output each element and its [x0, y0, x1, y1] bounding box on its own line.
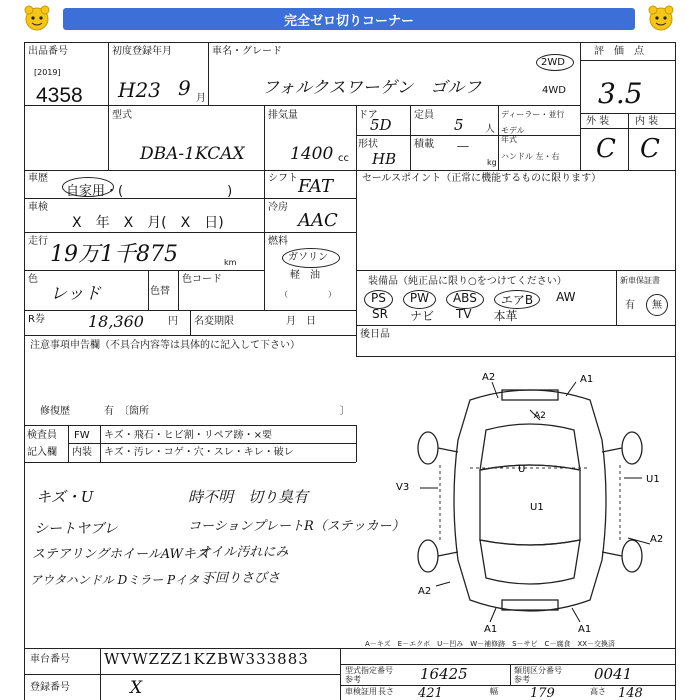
mileage-value: 19万1千875 — [50, 242, 178, 267]
recycle-unit: 円 — [168, 316, 178, 327]
type-spec-label: 型式指定番号 — [345, 666, 393, 675]
fuel-diesel: 軽 油 — [290, 270, 320, 281]
door-value: 5D — [370, 116, 392, 134]
car-damage-diagram — [380, 360, 676, 640]
score-label: 評 価 点 — [594, 46, 644, 57]
equip-leather: 本革 — [493, 309, 518, 323]
length-label: 長さ — [378, 687, 394, 696]
equip-abs: ABS — [446, 290, 484, 309]
note-right-3: オイル汚れにみ — [198, 545, 289, 560]
name-value: フォルクスワーゲン ゴルフ — [262, 78, 482, 98]
inspector-row2: キズ・汚レ・コゲ・穴・スレ・キレ・破レ — [104, 447, 294, 458]
note-left-4: アウタハンドル Dミラー Pイタミ — [30, 573, 212, 587]
ac-label: 冷房 — [268, 202, 288, 213]
inspection-label: 車検 — [28, 202, 48, 213]
width-value: 179 — [530, 686, 555, 700]
category-value: 0041 — [594, 665, 633, 683]
shape-value: HB — [372, 150, 397, 168]
equipment-row2 — [372, 307, 518, 324]
lot-label: 出品番号 — [28, 46, 68, 57]
reg-label: 初度登録年月 — [112, 46, 172, 57]
diag-mark-a1-br: A1 — [578, 624, 592, 635]
history-label: 車歴 — [28, 173, 48, 184]
mileage-unit: km — [224, 258, 237, 267]
length-value: 421 — [418, 686, 443, 700]
handle-label: ハンドル 左・右 — [501, 152, 560, 161]
fuel-gas: ガソリン — [288, 252, 328, 263]
warranty-label: 新車保証書 — [620, 276, 660, 285]
color-label: 色 — [28, 274, 38, 285]
diag-mark-v3: V3 — [396, 482, 410, 493]
disp-value: 1400 — [290, 144, 334, 164]
note-left-1: キズ・U — [36, 488, 94, 506]
shift-label: シフト — [268, 173, 298, 184]
mileage-label: 走行 — [28, 236, 48, 247]
cap-label: 定員 — [414, 110, 434, 121]
inspector-label-1: 検査員 — [27, 430, 57, 441]
color-value: レッド — [50, 284, 101, 304]
warranty-yes: 有 — [625, 300, 635, 311]
damage-legend: A－キズ E－エクボ U－凹み W－補修跡 S－サビ C－腐食 XX－交換済 — [365, 640, 616, 648]
drive-2wd: 2WD — [541, 57, 565, 68]
diag-mark-u1-right: U1 — [646, 474, 660, 485]
model-year-label: モデル年式 — [501, 126, 525, 144]
diag-mark-a2-hood: A2 — [534, 411, 546, 421]
equipment-label: 装備品（純正品に限り○をつけてください） — [368, 276, 567, 287]
color-code-label: 色コード — [182, 274, 222, 285]
fuel-label: 燃料 — [268, 236, 288, 247]
category-ref: 参考 — [514, 675, 530, 684]
note-right-2: コーションプレートR（ステッカー） — [188, 519, 405, 534]
height-value: 148 — [618, 686, 643, 700]
name-label: 車名・グレード — [212, 46, 282, 57]
inspector-label-2: 記入欄 — [27, 447, 57, 458]
equip-airbag: エアB — [494, 290, 540, 309]
inspection-value: X 年 X 月( X 日) — [72, 215, 224, 231]
note-right-4: 下回りさびさ — [202, 571, 281, 586]
diag-mark-a2-left: A2 — [418, 586, 432, 597]
load-value: － — [454, 138, 470, 156]
month-unit: 月 — [196, 93, 206, 104]
int-value: C — [640, 134, 660, 164]
load-label: 積載 — [414, 139, 434, 150]
diag-mark-a1-top: A1 — [580, 374, 594, 385]
category-label: 類別区分番号 — [514, 666, 562, 675]
equip-ps: PS — [364, 290, 393, 309]
reg-number-label: 登録番号 — [30, 682, 70, 693]
drive-4wd: 4WD — [542, 85, 566, 96]
notes-label: 注意事項申告欄（不具合内容等は具体的に記入して下さい） — [30, 340, 300, 351]
model-value: DBA-1KCAX — [140, 144, 245, 164]
height-label: 高さ — [590, 687, 606, 696]
inspector-row1: キズ・飛石・ヒビ割・リペア跡・×要 — [104, 430, 272, 441]
selling-points-label: セールスポイント（正常に機能するものに限ります） — [362, 173, 602, 184]
type-spec-value: 16425 — [420, 665, 468, 683]
warranty-no: 無 — [652, 300, 662, 311]
ext-label: 外 装 — [586, 116, 610, 127]
rear-seat-label: 後日品 — [360, 329, 390, 340]
diag-mark-a2-right: A2 — [650, 534, 664, 545]
cert-label: 車検証用 — [345, 687, 377, 696]
door-label: ドア — [358, 110, 378, 121]
diag-mark-a2-top: A2 — [482, 372, 496, 383]
note-right-1: 時不明 切り臭有 — [188, 488, 309, 506]
reg-number-value: X — [130, 678, 143, 698]
history-value: 自家用・( ) — [66, 184, 233, 199]
lot-number: 4358 — [36, 84, 83, 107]
equip-pw: PW — [403, 290, 436, 309]
mascot-right-icon — [646, 4, 676, 34]
note-left-3: ステアリングホイールAWキズ — [32, 547, 209, 562]
diag-mark-u1-center: U1 — [530, 502, 544, 513]
lot-year: [2019] — [34, 68, 61, 77]
disp-label: 排気量 — [268, 110, 298, 121]
reg-year: H23 — [118, 78, 161, 102]
equip-sr: SR — [372, 307, 388, 321]
mascot-left-icon — [22, 4, 52, 34]
dealer-label: ディーラー・並行 — [501, 110, 565, 119]
cap-unit: 人 — [485, 124, 495, 135]
ext-value: C — [596, 134, 616, 164]
note-left-2: シートヤブレ — [34, 521, 118, 537]
reg-month: 9 — [178, 76, 191, 100]
ac-value: AAC — [298, 210, 338, 231]
int-label: 内 装 — [635, 116, 659, 127]
cap-value: 5 — [454, 116, 464, 134]
score-value: 3.5 — [598, 77, 643, 110]
name-change-value: 月 日 — [286, 316, 316, 327]
inspector-fw: FW — [74, 430, 90, 441]
recycle-label: R券 — [28, 314, 45, 325]
shape-label: 形状 — [358, 139, 378, 150]
type-spec-ref: 参考 — [345, 675, 361, 684]
disp-unit: cc — [338, 153, 349, 164]
color-change-label: 色替 — [150, 286, 170, 297]
chassis-value: WVWZZZ1KZBW333883 — [104, 650, 309, 668]
repair-label: 修復歴 — [40, 406, 70, 417]
diag-mark-a1-bl: A1 — [484, 624, 498, 635]
width-label: 幅 — [490, 687, 498, 696]
repair-value: 有 〔箇所 — [104, 406, 149, 417]
load-unit: kg — [487, 158, 497, 167]
equip-tv: TV — [455, 307, 472, 321]
equip-aw: AW — [556, 290, 576, 304]
recycle-value: 18,360 — [88, 312, 144, 331]
model-label: 型式 — [112, 110, 132, 121]
shift-value: FAT — [298, 176, 333, 197]
name-change-label: 名変期限 — [194, 316, 234, 327]
equip-navi: ナビ — [409, 309, 434, 323]
inspector-interior: 内装 — [72, 447, 92, 458]
chassis-label: 車台番号 — [30, 654, 70, 665]
diag-mark-u-roof: U — [518, 464, 526, 475]
banner-title: 完全ゼロ切りコーナー — [63, 8, 635, 30]
